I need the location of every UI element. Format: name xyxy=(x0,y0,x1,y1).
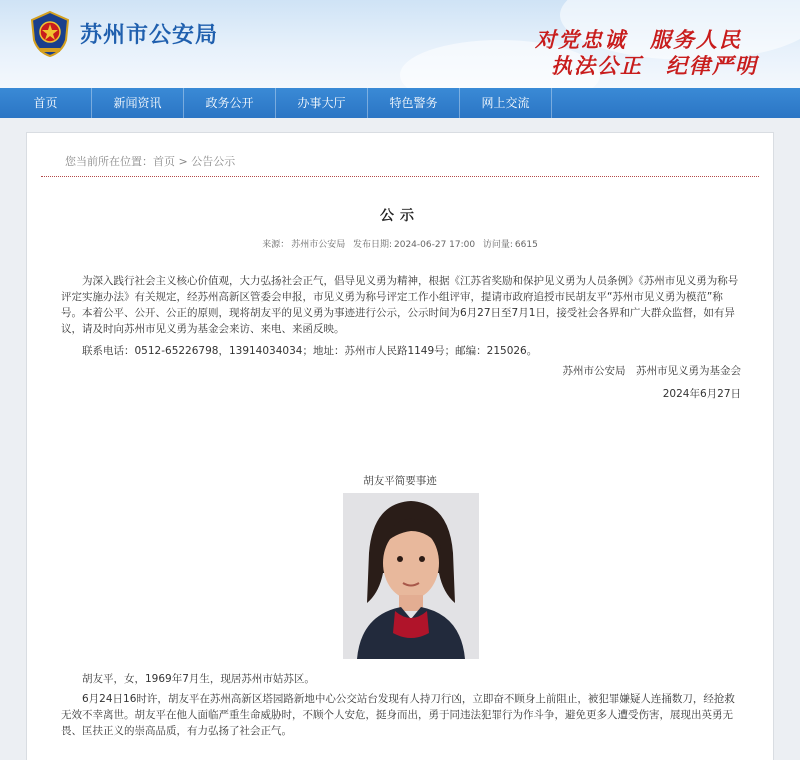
meta-views: 6615 xyxy=(514,240,538,250)
nav-item-news[interactable]: 新闻资讯 xyxy=(92,88,184,118)
article-card xyxy=(26,132,774,760)
portrait-photo xyxy=(343,493,479,659)
site-header xyxy=(0,0,800,88)
meta-views-label: 访问量: xyxy=(482,240,513,250)
nav-item-special-policing[interactable]: 特色警务 xyxy=(368,88,460,118)
breadcrumb-current-link[interactable]: 公告公示 xyxy=(191,155,236,168)
meta-source: 苏州市公安局 xyxy=(291,240,346,250)
slogan-line-1: 对党忠诚 服务人民 xyxy=(535,27,742,52)
police-emblem-icon xyxy=(28,10,72,58)
site-title[interactable]: 苏州市公安局 xyxy=(80,23,219,48)
meta-source-label: 来源： xyxy=(262,240,290,250)
nav-item-gov-affairs[interactable]: 政务公开 xyxy=(184,88,276,118)
slogan-line-2: 执法公正 纪律严明 xyxy=(551,53,758,78)
main-nav xyxy=(0,88,800,118)
article-paragraph-intro: 为深入践行社会主义核心价值观，大力弘扬社会正气，倡导见义勇为精神，根据《江苏省奖励和保护见义勇为人员条例》《苏州市见义勇为称号评定实施办法》有关规定，经苏州高新区管委会申报，市见义勇为称号评定工作小组评审，提请市政府追授市民胡友平“苏州市见义勇为模范”称号。本着公平、公开、公正的原则，现将胡友平的见义勇为事迹进行公示，公示时间为6月27日至7月1日，接受社会各界和广大群众监督，如有异议，请及时向苏州市见义勇为基金会来访、来电、来函反映。 xyxy=(61,275,739,335)
article-story: 6月24日16时许，胡友平在苏州高新区塔园路新地中心公交站台发现有人持刀行凶，立即奋不顾身上前阻止，被犯罪嫌疑人连捅数刀，经抢救无效不幸离世。胡友平在他人面临严重生命威胁时，不顾个人安危，挺身而出，勇于同违法犯罪行为作斗争，避免更多人遭受伤害，展现出英勇无畏、匡扶正义的崇高品质，有力弘扬了社会正气。 xyxy=(61,693,735,737)
article-meta xyxy=(27,237,773,250)
article-signature: 苏州市公安局 苏州市见义勇为基金会 xyxy=(562,365,741,377)
meta-date: 2024-06-27 17:00 xyxy=(394,240,476,250)
breadcrumb-prefix: 您当前所在位置： xyxy=(65,155,153,168)
article-bio: 胡友平，女，1969年7月生，现居苏州市姑苏区。 xyxy=(82,673,315,685)
article-contact: 联系电话：0512-65226798，13914034034；地址：苏州市人民路1149号；邮编：215026。 xyxy=(82,345,538,357)
photo-caption: 胡友平简要事迹 xyxy=(363,475,437,487)
article-sign-date: 2024年6月27日 xyxy=(662,388,741,400)
meta-date-label: 发布日期: xyxy=(352,240,392,250)
breadcrumb xyxy=(65,153,235,169)
nav-item-service-hall[interactable]: 办事大厅 xyxy=(276,88,368,118)
breadcrumb-home-link[interactable]: 首页 xyxy=(153,155,175,168)
page-title: 公示 xyxy=(380,208,420,224)
breadcrumb-separator: > xyxy=(178,155,188,168)
nav-item-online-exchange[interactable]: 网上交流 xyxy=(460,88,552,118)
nav-item-home[interactable]: 首页 xyxy=(0,88,92,118)
portrait-image xyxy=(343,493,479,659)
divider xyxy=(41,176,759,177)
